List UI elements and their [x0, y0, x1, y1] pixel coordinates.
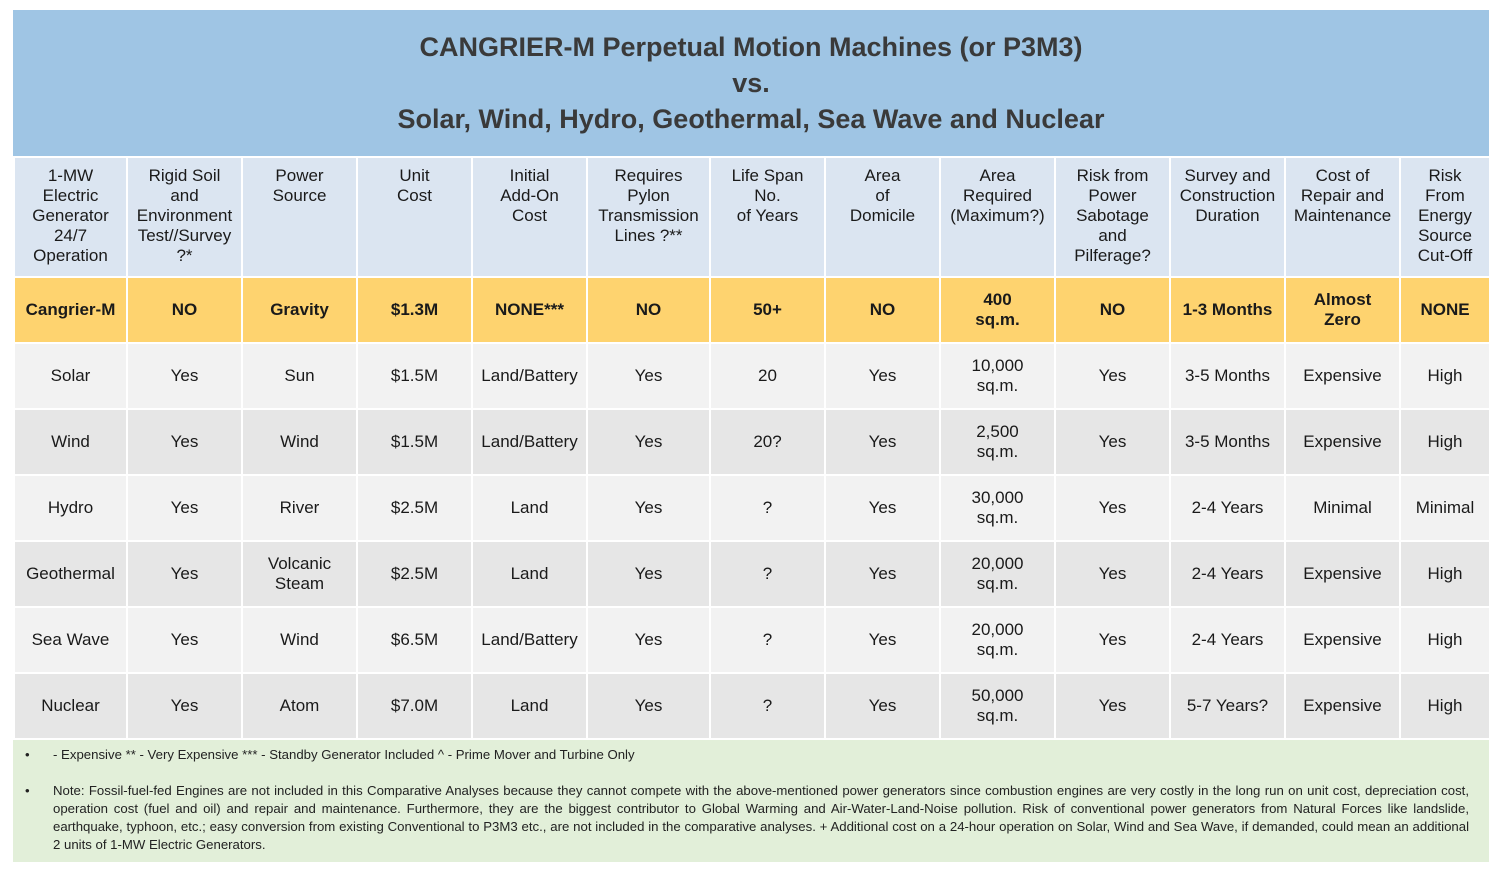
- cell-line: Source: [272, 186, 327, 205]
- table-cell: [587, 541, 710, 607]
- cell-line: Yes: [1098, 630, 1127, 649]
- cell-line: of Years: [736, 206, 799, 225]
- cell-line: Sea Wave: [31, 630, 110, 649]
- table-cell: [357, 541, 472, 607]
- cell-line: NO: [171, 300, 198, 319]
- cell-line: Steam: [274, 574, 325, 593]
- cell-line: Almost: [1313, 290, 1372, 309]
- cell-line: sq.m.: [976, 640, 1019, 659]
- cell-line: 20: [758, 366, 777, 385]
- cell-line: Solar: [50, 366, 91, 385]
- cell-line: $7.0M: [390, 696, 439, 715]
- cell-line: Survey and: [1184, 166, 1271, 185]
- table-cell: [14, 475, 127, 541]
- table-cell: [1055, 673, 1170, 739]
- cell-line: Expensive: [1303, 630, 1382, 649]
- table-cell: [1285, 475, 1400, 541]
- highlight-row: [14, 277, 1490, 343]
- cell-line: NO: [1099, 300, 1126, 319]
- table-cell: [1170, 343, 1285, 409]
- cell-line: River: [279, 498, 320, 517]
- table-cell: [1285, 343, 1400, 409]
- cell-line: Lines ?**: [614, 226, 683, 245]
- cell-line: Atom: [279, 696, 320, 715]
- table-cell: [14, 277, 127, 343]
- cell-line: sq.m.: [976, 574, 1019, 593]
- table-cell: [1055, 343, 1170, 409]
- cell-line: Wind: [280, 630, 319, 649]
- cell-line: Cost of: [1315, 166, 1370, 185]
- cell-line: Yes: [634, 696, 663, 715]
- table-cell: [587, 607, 710, 673]
- table-cell: [127, 277, 242, 343]
- note-text: Note: Fossil-fuel-fed Engines are not included in this Comparative Analyses because they cannot compete with the above-mentioned power generators since combustion engines are very costly in the long run on unit cost, depreciation cost, operation cost (fuel and oil) and repair and maintenance. Furthermore, they are the biggest contributor to Global Warming and Air-Water-Land-Noise pollution. Risk of conventional power generators from Natural Forces like landslide, earthquake, typhoon, etc.; easy conversion from existing Conventional to P3M3 etc., are not included in the comparative analyses. + Additional cost on a 24-hour operation on Solar, Wind and Sea Wave, if demanded, could mean an additional 2 units of 1-MW Electric Generators.: [53, 783, 1469, 852]
- table-cell: [1170, 541, 1285, 607]
- cell-line: Operation: [33, 246, 108, 265]
- cell-line: Minimal: [1313, 498, 1372, 517]
- cell-line: 24/7: [53, 226, 88, 245]
- table-cell: [1400, 607, 1490, 673]
- table-cell: [1285, 673, 1400, 739]
- cell-line: Power: [1088, 186, 1137, 205]
- cell-line: ?: [762, 564, 773, 583]
- cell-line: Cost: [397, 186, 432, 205]
- cell-line: $2.5M: [390, 564, 439, 583]
- cell-line: Yes: [170, 696, 199, 715]
- table-cell: [1285, 277, 1400, 343]
- table-cell: [940, 157, 1055, 277]
- table-cell: [710, 277, 825, 343]
- table-cell: [127, 157, 242, 277]
- table-cell: [1170, 277, 1285, 343]
- table-cell: [710, 541, 825, 607]
- cell-line: NONE***: [495, 300, 564, 319]
- cell-line: Initial: [509, 166, 550, 185]
- table-cell: [14, 541, 127, 607]
- cell-line: From: [1425, 186, 1465, 205]
- table-cell: [14, 673, 127, 739]
- cell-line: Yes: [868, 564, 897, 583]
- cell-line: Yes: [170, 564, 199, 583]
- cell-line: High: [1427, 630, 1463, 649]
- cell-line: Risk from: [1076, 166, 1149, 185]
- table-cell: [1170, 607, 1285, 673]
- table-cell: [1055, 277, 1170, 343]
- table-cell: [1170, 475, 1285, 541]
- table-cell: [242, 157, 357, 277]
- table-cell: [472, 409, 587, 475]
- cell-line: ?: [762, 696, 773, 715]
- table-cell: [242, 343, 357, 409]
- table-cell: [242, 409, 357, 475]
- cell-line: Energy: [1418, 206, 1472, 225]
- cell-line: 30,000: [971, 488, 1024, 507]
- cell-line: High: [1427, 696, 1463, 715]
- cell-line: Yes: [1098, 696, 1127, 715]
- table-cell: [710, 343, 825, 409]
- cell-line: Yes: [170, 498, 199, 517]
- cell-line: Yes: [634, 366, 663, 385]
- cell-line: Yes: [868, 630, 897, 649]
- bullet: •: [25, 747, 30, 762]
- table-cell: [1400, 343, 1490, 409]
- cell-line: Geothermal: [26, 564, 115, 583]
- cell-line: Yes: [868, 498, 897, 517]
- table-cell: [472, 157, 587, 277]
- cell-line: $1.5M: [390, 366, 439, 385]
- table-cell: [1170, 157, 1285, 277]
- table-cell: [472, 277, 587, 343]
- table-cell: [1400, 409, 1490, 475]
- table-cell: [825, 607, 940, 673]
- table-cell: [357, 673, 472, 739]
- table-cell: [710, 157, 825, 277]
- table-cell: [472, 475, 587, 541]
- cell-line: Yes: [170, 630, 199, 649]
- cell-line: NO: [635, 300, 662, 319]
- note-text: - Expensive ** - Very Expensive *** - Standby Generator Included ^ - Prime Mover and Turbine Only: [53, 747, 635, 762]
- title-line-1: CANGRIER-M Perpetual Motion Machines (or P3M3): [419, 32, 1083, 62]
- cell-line: $6.5M: [390, 630, 439, 649]
- cell-line: 3-5 Months: [1184, 366, 1271, 385]
- table-cell: [1400, 475, 1490, 541]
- table-cell: [940, 673, 1055, 739]
- cell-line: Life Span: [731, 166, 804, 185]
- cell-line: Expensive: [1303, 564, 1382, 583]
- table-cell: [357, 343, 472, 409]
- cell-line: Yes: [1098, 564, 1127, 583]
- cell-line: Domicile: [849, 206, 916, 225]
- cell-line: 2-4 Years: [1191, 630, 1264, 649]
- cell-line: Sabotage: [1076, 206, 1149, 225]
- cell-line: 3-5 Months: [1184, 432, 1271, 451]
- table-cell: [242, 607, 357, 673]
- table-cell: [242, 475, 357, 541]
- cell-line: Source: [1418, 226, 1472, 245]
- table-cell: [710, 607, 825, 673]
- table-cell: [1285, 541, 1400, 607]
- cell-line: Duration: [1195, 206, 1260, 225]
- cell-line: $2.5M: [390, 498, 439, 517]
- cell-line: and: [1098, 226, 1127, 245]
- cell-line: Yes: [634, 564, 663, 583]
- table-cell: [1285, 409, 1400, 475]
- table-row: [14, 673, 1490, 739]
- cell-line: Requires: [614, 166, 683, 185]
- table-cell: [1055, 541, 1170, 607]
- cell-line: Electric: [42, 186, 99, 205]
- table-cell: [14, 409, 127, 475]
- header-row: [14, 157, 1490, 277]
- table-row: [14, 607, 1490, 673]
- cell-line: Yes: [634, 432, 663, 451]
- table-cell: [710, 673, 825, 739]
- table-cell: [587, 277, 710, 343]
- table-cell: [127, 673, 242, 739]
- table-cell: [1055, 607, 1170, 673]
- cell-line: Area: [864, 166, 901, 185]
- cell-line: sq.m.: [976, 706, 1019, 725]
- cell-line: Yes: [634, 498, 663, 517]
- table-cell: [242, 541, 357, 607]
- cell-line: High: [1427, 432, 1463, 451]
- cell-line: High: [1427, 366, 1463, 385]
- cell-line: 2,500: [976, 422, 1019, 441]
- table-cell: [587, 475, 710, 541]
- table-cell: [1400, 541, 1490, 607]
- table-cell: [825, 673, 940, 739]
- cell-line: 20,000: [971, 554, 1024, 573]
- cell-line: Pilferage?: [1074, 246, 1151, 265]
- table-row: [14, 343, 1490, 409]
- cell-line: of: [875, 186, 890, 205]
- cell-line: Cut-Off: [1417, 246, 1473, 265]
- table-row: [14, 541, 1490, 607]
- cell-line: sq.m.: [975, 310, 1020, 329]
- cell-line: Land: [510, 696, 549, 715]
- cell-line: sq.m.: [976, 442, 1019, 461]
- cell-line: Hydro: [47, 498, 94, 517]
- cell-line: Maintenance: [1293, 206, 1392, 225]
- cell-line: Yes: [634, 630, 663, 649]
- table-cell: [940, 277, 1055, 343]
- cell-line: Rigid Soil: [148, 166, 221, 185]
- cell-line: 20?: [753, 432, 782, 451]
- table-cell: [242, 673, 357, 739]
- cell-line: Cost: [512, 206, 547, 225]
- table-cell: [587, 673, 710, 739]
- table-cell: [825, 541, 940, 607]
- cell-line: No.: [754, 186, 781, 205]
- cell-line: High: [1427, 564, 1463, 583]
- cell-line: Unit: [399, 166, 430, 185]
- cell-line: Yes: [868, 696, 897, 715]
- cell-line: sq.m.: [976, 508, 1019, 527]
- table-row: [14, 475, 1490, 541]
- cell-line: (Maximum?): [950, 206, 1045, 225]
- cell-line: Land/Battery: [481, 432, 578, 451]
- cell-line: Expensive: [1303, 696, 1382, 715]
- table-cell: [940, 409, 1055, 475]
- table-cell: [472, 607, 587, 673]
- cell-line: Environment: [136, 206, 233, 225]
- table-cell: [825, 475, 940, 541]
- cell-line: Power: [275, 166, 324, 185]
- cell-line: Transmission: [598, 206, 699, 225]
- cell-line: $1.5M: [390, 432, 439, 451]
- table-cell: [825, 343, 940, 409]
- table-cell: [127, 409, 242, 475]
- cell-line: Volcanic: [267, 554, 332, 573]
- table-cell: [472, 343, 587, 409]
- cell-line: ?: [762, 498, 773, 517]
- table-cell: [1170, 409, 1285, 475]
- cell-line: Construction: [1179, 186, 1276, 205]
- note-legend: [25, 746, 1469, 764]
- cell-line: $1.3M: [390, 300, 439, 319]
- cell-line: 2-4 Years: [1191, 498, 1264, 517]
- title-line-3: Solar, Wind, Hydro, Geothermal, Sea Wave and Nuclear: [397, 104, 1105, 134]
- cell-line: Cangrier-M: [25, 300, 116, 319]
- title-banner: [13, 10, 1489, 156]
- cell-line: Area: [979, 166, 1016, 185]
- table-cell: [587, 409, 710, 475]
- table-cell: [14, 343, 127, 409]
- table-cell: [14, 157, 127, 277]
- table-cell: [825, 277, 940, 343]
- table-cell: [1400, 277, 1490, 343]
- table-cell: [1400, 673, 1490, 739]
- cell-line: sq.m.: [976, 376, 1019, 395]
- table-cell: [825, 157, 940, 277]
- table-cell: [242, 277, 357, 343]
- cell-line: Land/Battery: [481, 366, 578, 385]
- cell-line: Zero: [1324, 310, 1361, 329]
- table-cell: [472, 673, 587, 739]
- table-cell: [1285, 157, 1400, 277]
- cell-line: ?: [762, 630, 773, 649]
- cell-line: Sun: [284, 366, 315, 385]
- cell-line: 1-MW: [47, 166, 94, 185]
- cell-line: Land: [510, 498, 549, 517]
- cell-line: Expensive: [1303, 432, 1382, 451]
- table-cell: [1400, 157, 1490, 277]
- table-row: [14, 409, 1490, 475]
- cell-line: 50+: [753, 300, 782, 319]
- table-cell: [587, 343, 710, 409]
- table-cell: [940, 343, 1055, 409]
- cell-line: Land: [510, 564, 549, 583]
- table-cell: [472, 541, 587, 607]
- table-cell: [127, 607, 242, 673]
- cell-line: 20,000: [971, 620, 1024, 639]
- table-cell: [710, 475, 825, 541]
- table-cell: [357, 157, 472, 277]
- table-cell: [357, 277, 472, 343]
- cell-line: 2-4 Years: [1191, 564, 1264, 583]
- table-cell: [14, 607, 127, 673]
- table-cell: [1055, 157, 1170, 277]
- table-cell: [825, 409, 940, 475]
- table-cell: [940, 607, 1055, 673]
- cell-line: Minimal: [1415, 498, 1475, 517]
- table-cell: [710, 409, 825, 475]
- cell-line: Wind: [280, 432, 319, 451]
- cell-line: Yes: [868, 366, 897, 385]
- cell-line: 50,000: [971, 686, 1024, 705]
- notes-section: [13, 740, 1489, 862]
- cell-line: Yes: [170, 366, 199, 385]
- cell-line: 400: [983, 290, 1012, 309]
- bullet: •: [25, 783, 30, 798]
- table-cell: [357, 409, 472, 475]
- cell-line: Gravity: [270, 300, 329, 319]
- cell-line: 10,000: [971, 356, 1024, 375]
- table-cell: [357, 607, 472, 673]
- cell-line: 5-7 Years?: [1186, 696, 1269, 715]
- cell-line: Pylon: [627, 186, 670, 205]
- cell-line: Land/Battery: [481, 630, 578, 649]
- cell-line: Yes: [170, 432, 199, 451]
- cell-line: Yes: [1098, 366, 1127, 385]
- comparison-table: [13, 156, 1491, 740]
- title-line-2: vs.: [732, 68, 770, 98]
- cell-line: Yes: [868, 432, 897, 451]
- cell-line: Nuclear: [41, 696, 100, 715]
- cell-line: Yes: [1098, 432, 1127, 451]
- cell-line: NONE: [1420, 300, 1470, 319]
- table-cell: [1170, 673, 1285, 739]
- note-explanation: [25, 782, 1469, 854]
- comparison-sheet: [13, 10, 1489, 862]
- table-cell: [940, 541, 1055, 607]
- cell-line: NO: [869, 300, 896, 319]
- cell-line: Required: [963, 186, 1032, 205]
- cell-line: and: [170, 186, 199, 205]
- cell-line: Yes: [1098, 498, 1127, 517]
- cell-line: Expensive: [1303, 366, 1382, 385]
- cell-line: ?*: [176, 246, 193, 265]
- table-cell: [127, 343, 242, 409]
- table-cell: [940, 475, 1055, 541]
- table-cell: [127, 475, 242, 541]
- cell-line: Risk: [1428, 166, 1462, 185]
- cell-line: Repair and: [1300, 186, 1385, 205]
- table-cell: [1055, 409, 1170, 475]
- table-cell: [1055, 475, 1170, 541]
- table-body: [14, 157, 1490, 739]
- cell-line: Generator: [32, 206, 109, 225]
- cell-line: Add-On: [500, 186, 559, 205]
- cell-line: Wind: [51, 432, 90, 451]
- table-cell: [127, 541, 242, 607]
- cell-line: 1-3 Months: [1182, 300, 1273, 319]
- cell-line: Test//Survey: [137, 226, 232, 245]
- table-cell: [587, 157, 710, 277]
- table-cell: [1285, 607, 1400, 673]
- table-cell: [357, 475, 472, 541]
